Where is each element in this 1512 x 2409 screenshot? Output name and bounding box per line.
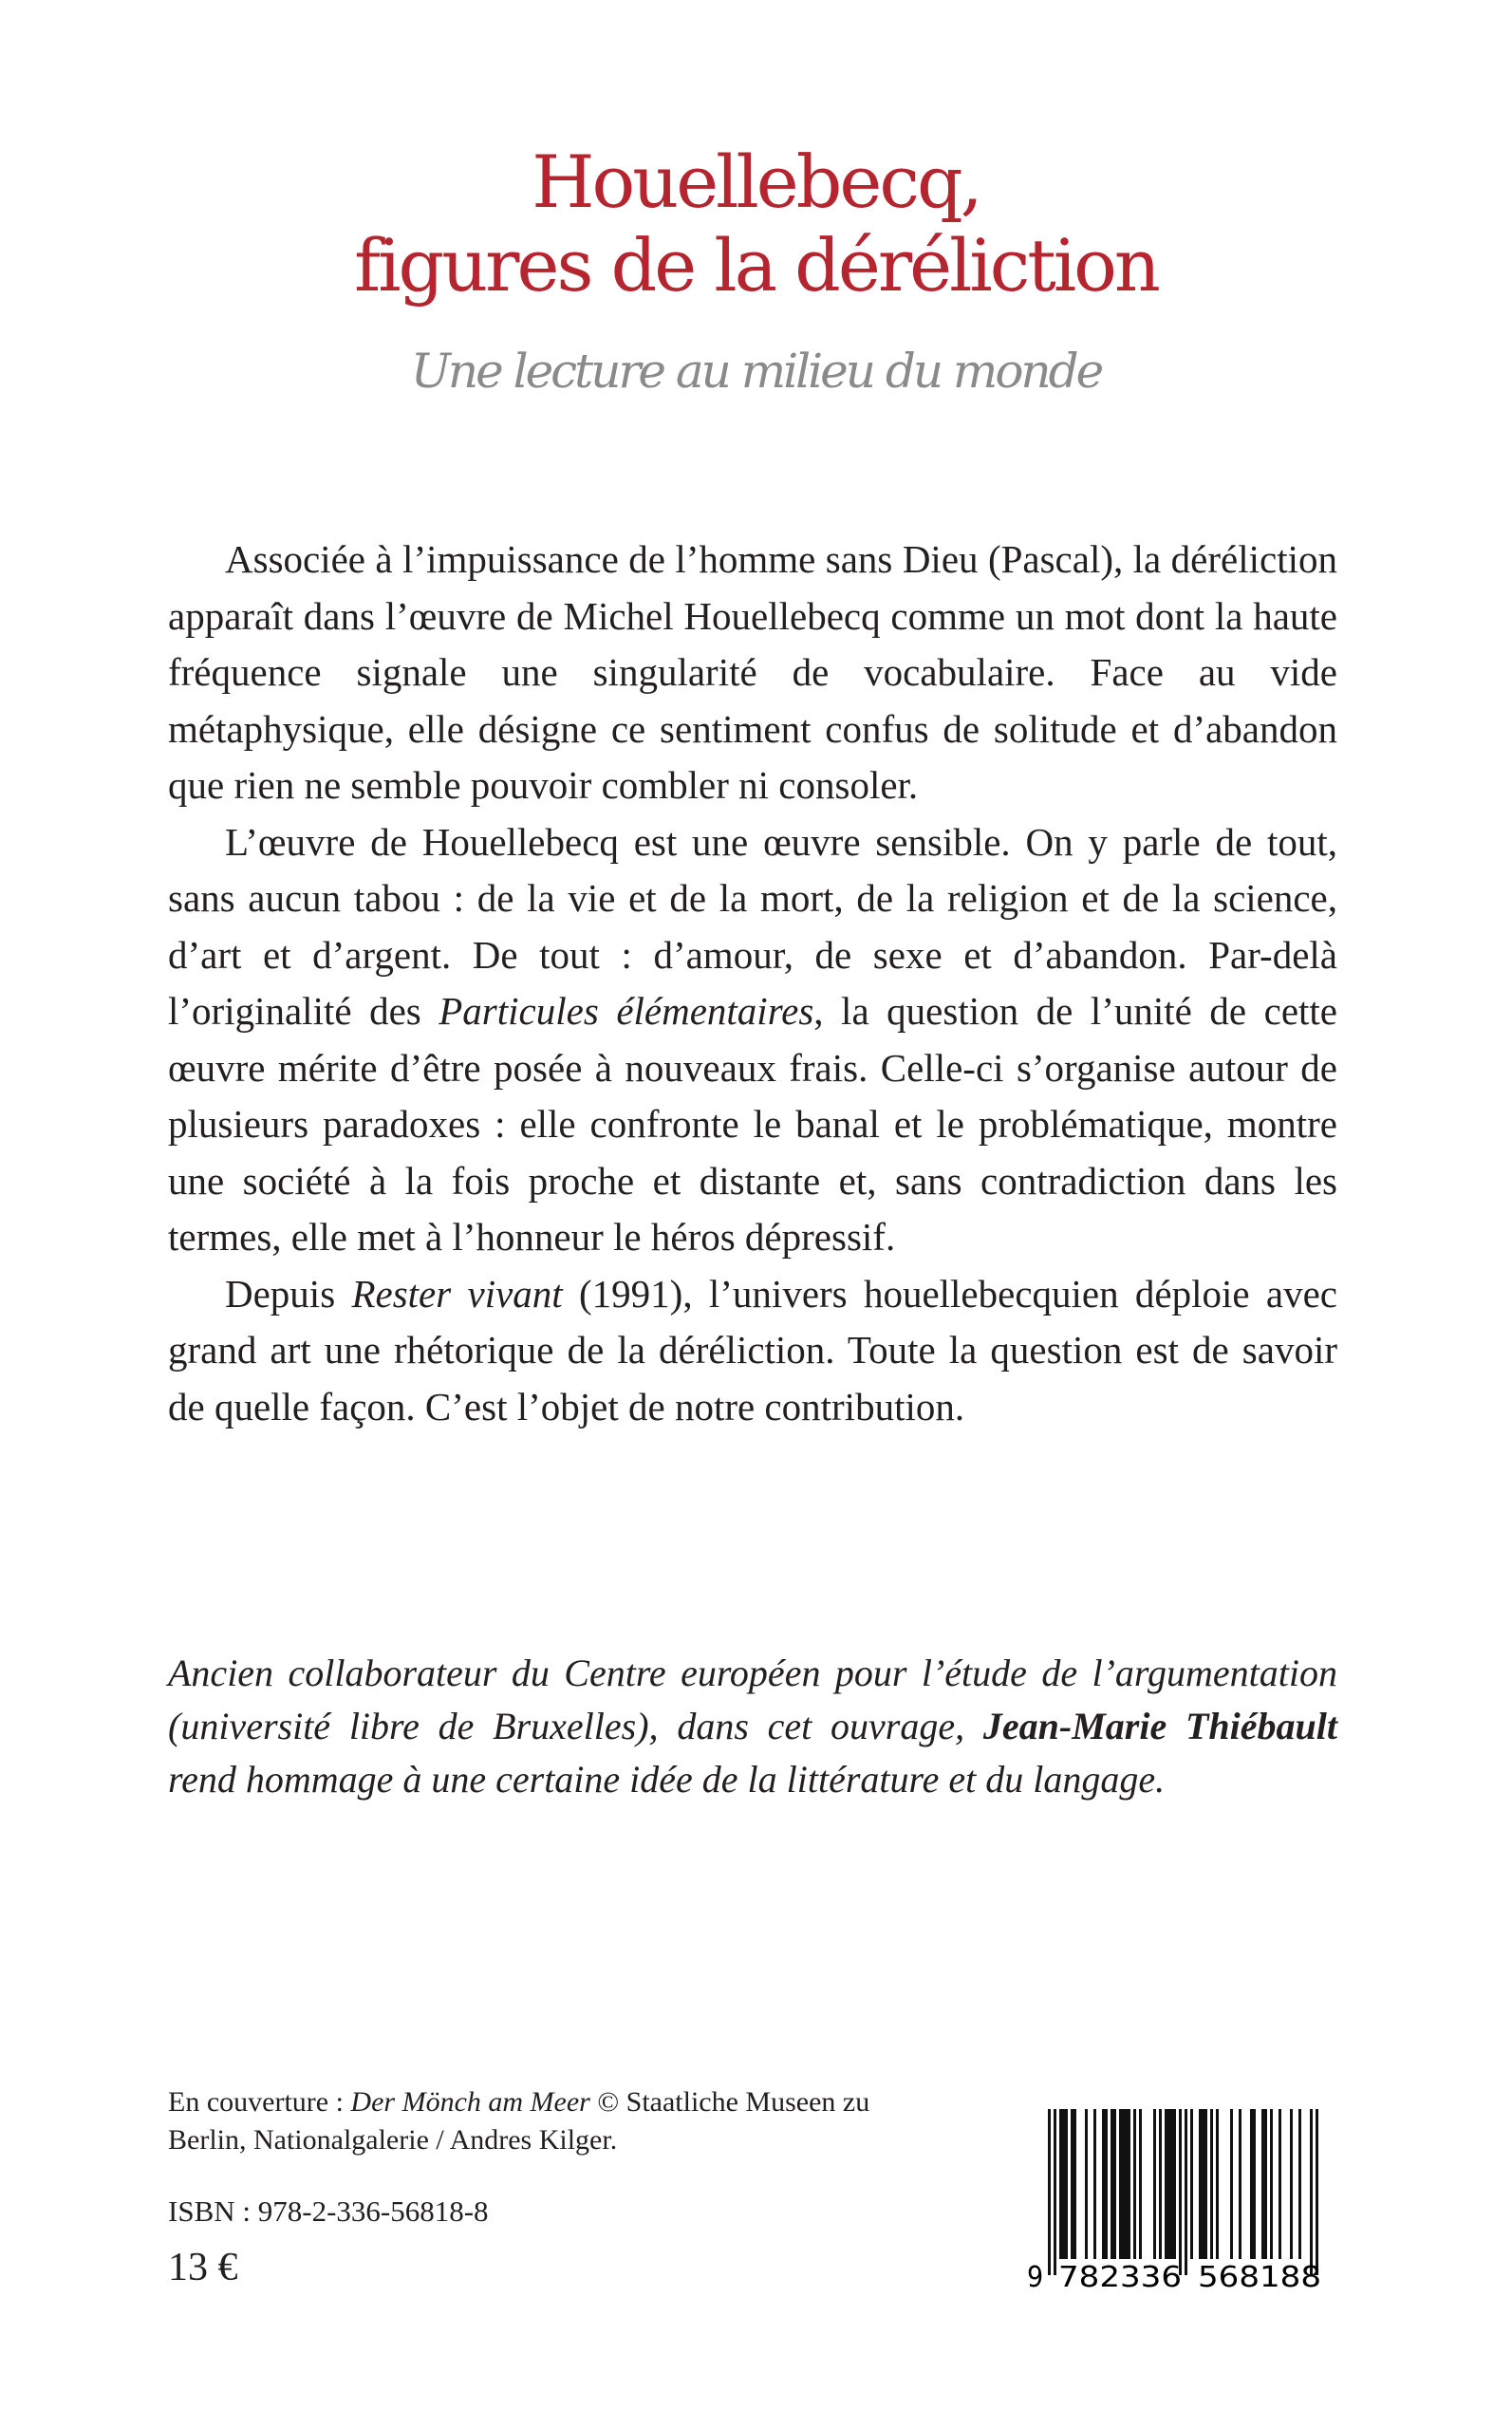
book-reference: Particules élémentaires bbox=[439, 989, 814, 1033]
barcode-bar bbox=[1071, 2109, 1073, 2259]
barcode-bar bbox=[1167, 2109, 1170, 2259]
barcode-bar bbox=[1310, 2109, 1313, 2275]
barcode-bar bbox=[1204, 2109, 1207, 2259]
blurb-paragraph-3 bbox=[168, 1266, 1337, 1436]
barcode-bar bbox=[1113, 2109, 1116, 2259]
barcode-bar bbox=[1270, 2109, 1273, 2259]
author-bio bbox=[168, 1647, 1337, 1806]
blurb bbox=[168, 532, 1337, 1435]
barcode-bar bbox=[1139, 2109, 1142, 2259]
barcode-bar bbox=[1179, 2109, 1182, 2275]
barcode-bar bbox=[1111, 2109, 1113, 2259]
barcode-bar bbox=[1170, 2109, 1173, 2259]
barcode-bar bbox=[1062, 2109, 1065, 2259]
barcode-digits-right: 568188 bbox=[1198, 2261, 1321, 2289]
barcode-bar bbox=[1216, 2109, 1219, 2259]
isbn: ISBN : 978-2-336-56818-8 bbox=[168, 2194, 489, 2228]
barcode-bar bbox=[1165, 2109, 1167, 2259]
text: , la question de l’unité de cette œuvre mérite d’être posée à nouveaux frais. Celle-ci s’organise autour de plusieurs paradoxes : elle confronte le banal et le problématique, montre une société à la fois proche et distante et, sans contradiction dans les termes, elle met à l’honneur le héros dépressif. bbox=[168, 989, 1337, 1259]
barcode-graphic bbox=[1025, 2109, 1338, 2289]
barcode-bar bbox=[1250, 2109, 1253, 2259]
barcode-bar bbox=[1153, 2109, 1156, 2259]
barcode-bar bbox=[1253, 2109, 1256, 2259]
barcode-bar bbox=[1279, 2109, 1281, 2259]
barcode-bar bbox=[1105, 2109, 1108, 2259]
blurb-paragraph-1: Associée à l’impuissance de l’homme sans Dieu (Pascal), la déréliction apparaît dans l’œuvre de Michel Houellebecq comme un mot dont la haute fréquence signale une singularité de vocabulaire. Face au vide métaphysique, elle désigne ce sentiment confus de solitude et d’abandon que rien ne semble pouvoir combler ni consoler. bbox=[168, 537, 1337, 807]
barcode-bar bbox=[1128, 2109, 1130, 2259]
title-line-1: Houellebecq, bbox=[532, 140, 980, 224]
barcode-bar bbox=[1125, 2109, 1128, 2259]
book-title bbox=[0, 140, 1512, 308]
barcode-digit-first: 9 bbox=[1027, 2261, 1044, 2289]
barcode-bar bbox=[1264, 2109, 1267, 2259]
text: Depuis bbox=[225, 1271, 352, 1316]
barcode bbox=[1025, 2109, 1338, 2289]
barcode-bar bbox=[1239, 2109, 1241, 2259]
blurb-paragraph-2 bbox=[168, 814, 1337, 1266]
barcode-bar bbox=[1059, 2109, 1062, 2259]
barcode-bar bbox=[1102, 2109, 1105, 2259]
barcode-bar bbox=[1073, 2109, 1076, 2259]
barcode-bar bbox=[1173, 2109, 1176, 2259]
book-subtitle: Une lecture au milieu du monde bbox=[410, 344, 1102, 399]
barcode-bar bbox=[1298, 2109, 1301, 2259]
barcode-bar bbox=[1316, 2109, 1318, 2275]
text: En couverture : bbox=[168, 2086, 351, 2118]
barcode-bar bbox=[1085, 2109, 1088, 2259]
text: L’œuvre de Houellebecq est une œuvre sensible. On y parle de tout, sans aucun tabou : de la vie et de la mort, de la religion et de la science, d’art et d’argent. De tout : d’amour, de sexe et d’abandon. Par-delà l’originalité des bbox=[168, 819, 1337, 1033]
barcode-bar bbox=[1210, 2109, 1213, 2259]
barcode-bar bbox=[1133, 2109, 1136, 2259]
barcode-bar bbox=[1119, 2109, 1122, 2259]
text: (1991), l’univers houellebecquien déploie avec grand art une rhétorique de la déréliction. Toute la question est de savoir de quelle façon. C’est l’objet de notre contribution. bbox=[168, 1271, 1337, 1429]
barcode-bar bbox=[1093, 2109, 1096, 2259]
book-reference: Rester vivant bbox=[351, 1271, 563, 1316]
barcode-bar bbox=[1202, 2109, 1204, 2259]
barcode-digits-left: 782336 bbox=[1058, 2261, 1182, 2289]
barcode-bar bbox=[1230, 2109, 1233, 2259]
barcode-bar bbox=[1048, 2109, 1051, 2275]
barcode-bar bbox=[1159, 2109, 1162, 2259]
barcode-bar bbox=[1122, 2109, 1125, 2259]
artwork-title: Der Mönch am Meer bbox=[350, 2086, 590, 2118]
cover-credits bbox=[168, 2083, 889, 2159]
barcode-bar bbox=[1185, 2109, 1187, 2275]
barcode-bar bbox=[1199, 2109, 1202, 2259]
author-name: Jean-Marie Thiébault bbox=[982, 1705, 1337, 1747]
barcode-bar bbox=[1190, 2109, 1193, 2259]
barcode-bar bbox=[1290, 2109, 1293, 2259]
barcode-bar bbox=[1065, 2109, 1068, 2259]
price: 13 € bbox=[168, 2246, 238, 2289]
text: © Staatliche Museen zu Berlin, Nationalgalerie / Andres Kilger. bbox=[168, 2086, 870, 2156]
title-line-2: figures de la déréliction bbox=[354, 223, 1158, 308]
barcode-bar bbox=[1054, 2109, 1056, 2275]
barcode-bar bbox=[1261, 2109, 1264, 2259]
text: rend hommage à une certaine idée de la littérature et du langage. bbox=[168, 1758, 1166, 1801]
text: Ancien collaborateur du Centre européen pour l’étude de l’argumentation (université libre de Bruxelles), dans cet ouvrage, bbox=[168, 1652, 1337, 1747]
